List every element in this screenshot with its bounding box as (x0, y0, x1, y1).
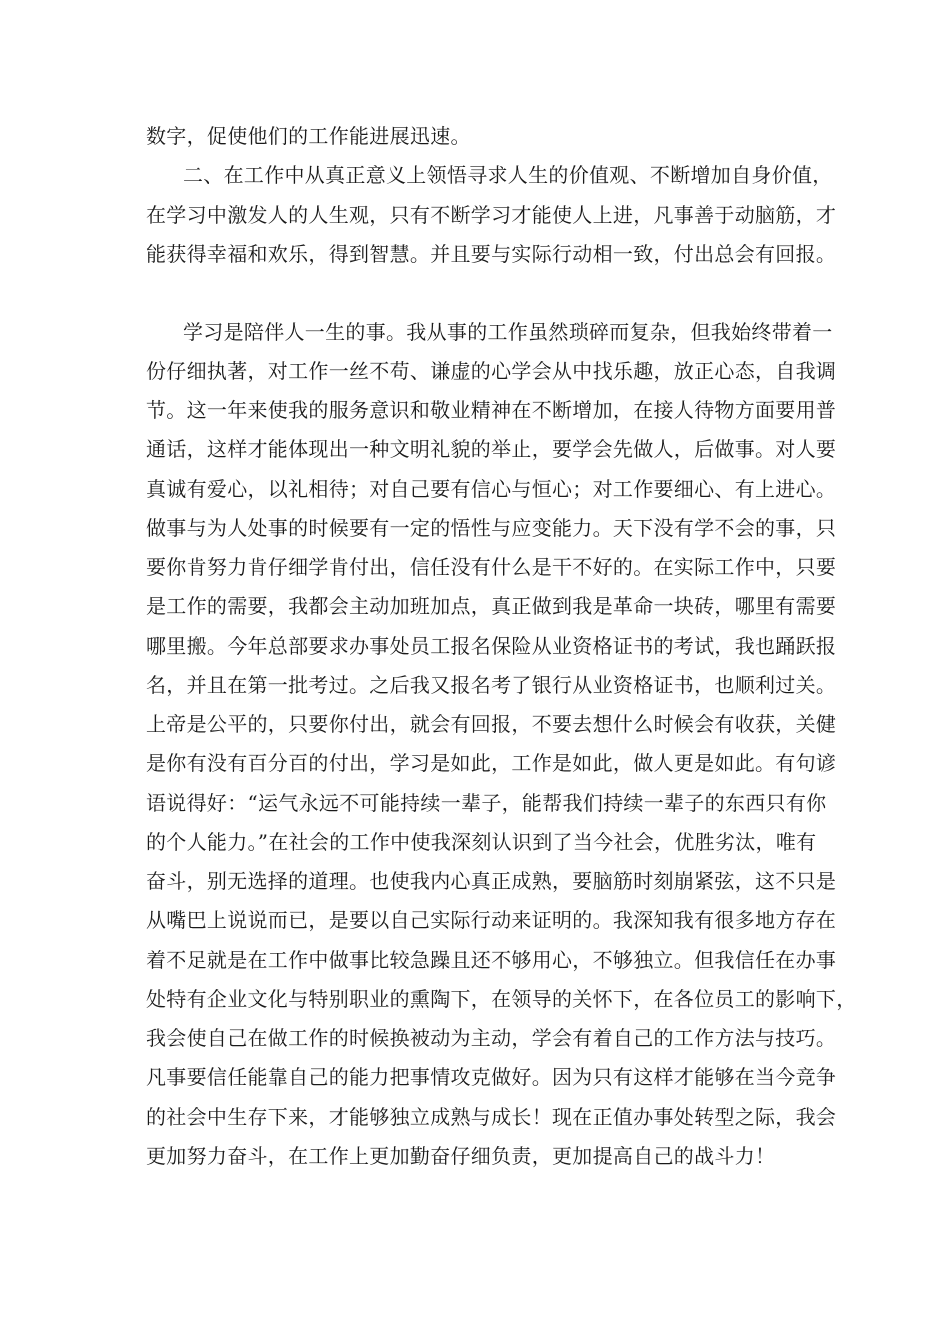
paragraph-line: 更加努力奋斗，在工作上更加勤奋仔细负责，更加提高自己的战斗力！ (146, 1144, 776, 1168)
paragraph-line: 在学习中激发人的人生观，只有不断学习才能使人上进，凡事善于动脑筋，才 (146, 203, 837, 227)
paragraph-line: 我会使自己在做工作的时候换被动为主动，学会有着自己的工作方法与技巧。 (146, 1026, 837, 1050)
paragraph-line: 真诚有爱心，以礼相待；对自己要有信心与恒心；对工作要细心、有上进心。 (146, 477, 837, 501)
paragraph-line: 能获得幸福和欢乐，得到智慧。并且要与实际行动相一致，付出总会有回报。 (146, 242, 837, 266)
paragraph-line: 学习是陪伴人一生的事。我从事的工作虽然琐碎而复杂，但我始终带着一 (183, 320, 833, 344)
paragraph-line: 节。这一年来使我的服务意识和敬业精神在不断增加，在接人待物方面要用普 (146, 398, 837, 422)
paragraph-line: 要你肯努力肯仔细学肯付出，信任没有什么是干不好的。在实际工作中，只要 (146, 555, 837, 579)
paragraph-line: 上帝是公平的，只要你付出，就会有回报，不要去想什么时候会有收获，关健 (146, 712, 837, 736)
paragraph-line: 是你有没有百分百的付出，学习是如此，工作是如此，做人更是如此。有句谚 (146, 751, 837, 775)
paragraph-line: 通话，这样才能体现出一种文明礼貌的举止，要学会先做人，后做事。对人要 (146, 437, 837, 461)
paragraph-line: 语说得好：“运气永远不可能持续一辈子，能帮我们持续一辈子的东西只有你 (146, 791, 827, 815)
paragraph-line: 份仔细执著，对工作一丝不苟、谦虚的心学会从中找乐趣，放正心态，自我调 (146, 359, 837, 383)
paragraph-line: 名，并且在第一批考过。之后我又报名考了银行从业资格证书，也顺利过关。 (146, 673, 837, 697)
paragraph-line: 着不足就是在工作中做事比较急躁且还不够用心，不够独立。但我信任在办事 (146, 948, 837, 972)
paragraph-line: 是工作的需要，我都会主动加班加点，真正做到我是革命一块砖，哪里有需要 (146, 594, 837, 618)
paragraph-line: 凡事要信任能靠自己的能力把事情攻克做好。因为只有这样才能够在当今竞争 (146, 1065, 837, 1089)
paragraph-line: 做事与为人处事的时候要有一定的悟性与应变能力。天下没有学不会的事，只 (146, 516, 837, 540)
paragraph-line: 二、在工作中从真正意义上领悟寻求人生的价值观、不断增加自身价值， (183, 163, 833, 187)
paragraph-line: 从嘴巴上说说而已，是要以自己实际行动来证明的。我深知我有很多地方存在 (146, 908, 837, 932)
paragraph-line: 处特有企业文化与特别职业的熏陶下，在领导的关怀下，在各位员工的影响下， (146, 987, 857, 1011)
paragraph-line: 奋斗，别无选择的道理。也使我内心真正成熟，要脑筋时刻崩紧弦，这不只是 (146, 869, 837, 893)
paragraph-line: 数字，促使他们的工作能进展迅速。 (146, 124, 471, 148)
paragraph-line: 哪里搬。今年总部要求办事处员工报名保险从业资格证书的考试，我也踊跃报 (146, 634, 837, 658)
paragraph-line: 的个人能力。”在社会的工作中使我深刻认识到了当今社会，优胜劣汰，唯有 (146, 830, 817, 854)
paragraph-line: 的社会中生存下来，才能够独立成熟与成长！现在正值办事处转型之际，我会 (146, 1105, 837, 1129)
